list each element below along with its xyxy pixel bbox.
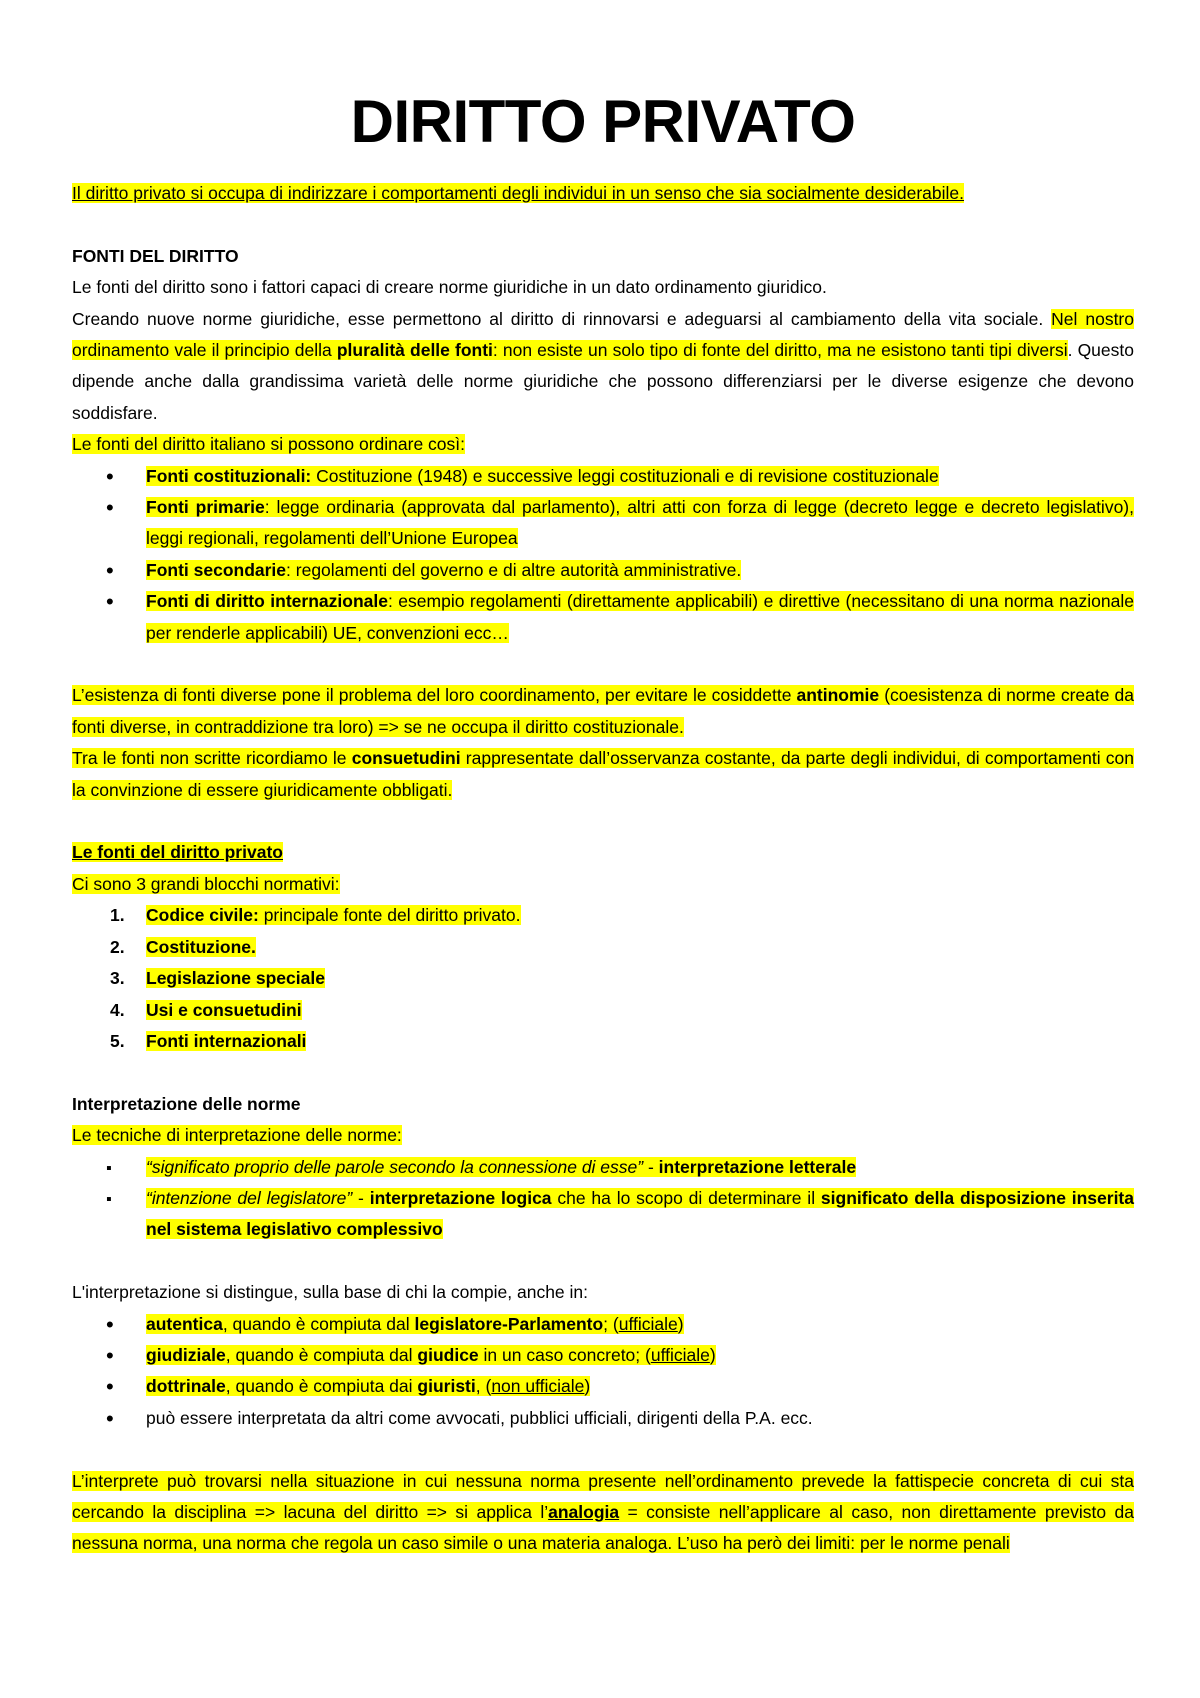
text-run-bold: Usi e consuetudini: [146, 999, 302, 1020]
spacer: [72, 1434, 1134, 1465]
text-run: -: [643, 1156, 659, 1177]
item-number: 1.: [110, 905, 125, 926]
text-run: Le fonti del diritto italiano si possono ordinare così:: [72, 434, 466, 455]
text-run-bold: Fonti internazionali: [146, 1030, 307, 1051]
list-item: [72, 586, 1134, 649]
list-item-text: [146, 1345, 716, 1365]
highlight: [72, 748, 1134, 799]
list-item-text: [146, 937, 256, 957]
list-item-text: [146, 1157, 856, 1177]
text-run-bold: giudiziale: [146, 1344, 226, 1365]
text-run: = consiste nell’applicare al caso, non direttamente previsto da nessuna norma, una norma che regola un caso simile o una materia analoga. L’uso ha però dei limiti: per le norme penali: [72, 1501, 1134, 1554]
text-run-bold: consuetudini: [351, 748, 461, 769]
text-run-bold: dottrinale: [146, 1376, 226, 1397]
bullet-icon: [106, 1371, 136, 1404]
text-run-bold: Codice civile:: [146, 905, 259, 926]
spacer: [72, 1057, 1134, 1088]
list-item-text: [146, 1188, 1134, 1239]
item-number: 5.: [110, 1030, 125, 1051]
intro-text: Il diritto privato si occupa di indirizzare i comportamenti degli individui in un senso che sia socialmente desiderabile.: [72, 183, 964, 203]
spacer: [72, 649, 1134, 680]
item-number: 3.: [110, 968, 125, 989]
privato-list: [72, 900, 1134, 1057]
text-run: Le tecniche di interpretazione delle norme:: [72, 1125, 402, 1146]
spacer: [72, 806, 1134, 837]
list-item: [72, 1340, 1134, 1371]
bullet-icon: [106, 461, 136, 494]
spacer: [72, 209, 1134, 240]
fonti-paragraph-1: Le fonti del diritto sono i fattori capaci di creare norme giuridiche in un dato ordinamento giuridico.: [72, 277, 827, 298]
text-run-bold: interpretazione logica: [369, 1187, 552, 1208]
text-run-bold: Fonti secondarie: [146, 559, 287, 580]
list-item-text: [146, 1031, 306, 1051]
fonti-order-intro: [72, 429, 1134, 460]
text-run: Tra le fonti non scritte ricordiamo le: [72, 748, 352, 769]
list-item-text: [146, 591, 1134, 642]
square-bullet-icon: [106, 1183, 136, 1215]
lacuna-paragraph: [72, 1466, 1134, 1560]
bullet-icon: [106, 1403, 136, 1436]
text-run-underline: ufficiale: [650, 1344, 710, 1365]
text-run: principale fonte del diritto privato.: [258, 905, 521, 926]
bullet-icon: [106, 1340, 136, 1373]
text-run: ; (: [603, 1313, 619, 1334]
text-run-bold: Le fonti del diritto privato: [72, 842, 283, 863]
kinds-list: [72, 1309, 1134, 1435]
distinction-intro: L'interpretazione si distingue, sulla base di chi la compie, anche in:: [72, 1282, 589, 1303]
text-run-bold: legislatore-Parlamento: [414, 1313, 604, 1334]
text-run: , quando è compiuta dai: [225, 1376, 418, 1397]
item-number: 4.: [110, 999, 125, 1020]
list-item: [72, 461, 1134, 492]
text-run-underline: ufficiale: [618, 1313, 678, 1334]
fonti-p2-tail: . Questo dipende anche dalla grandissima varietà delle norme giuridiche che possono differenziarsi per le diverse esigenze che devono soddisfare.: [72, 340, 1134, 423]
text-run-underline: non ufficiale: [491, 1376, 585, 1397]
bullet-icon: [106, 1309, 136, 1342]
text-run-italic: “significato proprio delle parole secondo la connessione di esse”: [146, 1156, 644, 1177]
text-run-bold: giudice: [417, 1344, 479, 1365]
text-run: (coesistenza di norme create da fonti diverse, in contraddizione tra loro) => se ne occupa il diritto costituzionale.: [72, 685, 1134, 737]
bullet-icon: [106, 586, 136, 619]
text-run: , quando è compiuta dal: [225, 1344, 418, 1365]
fonti-paragraph-3: [72, 680, 1134, 743]
text-run: -: [352, 1187, 370, 1208]
numbered-item: [72, 900, 1134, 931]
text-run: , (: [475, 1376, 492, 1397]
text-run-bold: Costituzione.: [146, 936, 256, 957]
text-run-bold: Fonti primarie: [146, 497, 265, 518]
text-run: ): [709, 1344, 716, 1365]
highlight: [72, 685, 1134, 736]
list-item: [72, 1183, 1134, 1246]
list-item-text: [146, 1000, 302, 1020]
highlight: [72, 1471, 1134, 1554]
interpretazione-intro: [72, 1120, 1134, 1151]
spacer: [72, 1246, 1134, 1277]
fonti-list: [72, 461, 1134, 649]
text-run-bold: antinomie: [796, 685, 880, 706]
numbered-item: [72, 932, 1134, 963]
text-run: Ci sono 3 grandi blocchi normativi:: [72, 873, 340, 894]
text-run-bold: pluralità delle fonti: [336, 340, 493, 361]
square-bullet-icon: [106, 1152, 136, 1184]
section-heading-fonti: FONTI DEL DIRITTO: [72, 245, 239, 266]
text-run: rappresentate dall’osservanza costante, da parte degli individui, di comportamenti con la convinzione di essere giuridicamente obbligati.: [72, 748, 1134, 800]
list-item: [72, 1403, 1134, 1434]
text-run: : legge ordinaria (approvata dal parlamento), altri atti con forza di legge (decreto legge e decreto legislativo), leggi regionali, regolamenti dell’Unione Europea: [146, 497, 1134, 549]
text-run: può essere interpretata da altri come avvocati, pubblici ufficiali, dirigenti della P.A. ecc.: [146, 1407, 813, 1428]
list-item: [72, 1152, 1134, 1183]
list-item: [72, 555, 1134, 586]
document-page: [72, 0, 1134, 1560]
intro-paragraph: [72, 178, 1134, 209]
list-item-text: [146, 1314, 684, 1334]
fonti-paragraph-4: [72, 743, 1134, 806]
list-item-text: [146, 466, 939, 486]
text-run: ): [677, 1313, 684, 1334]
text-run-bold: interpretazione letterale: [658, 1156, 857, 1177]
list-item: [72, 492, 1134, 555]
text-run: : non esiste un solo tipo di fonte del diritto, ma ne esistono tanti tipi diversi: [492, 340, 1068, 361]
list-item: [72, 1371, 1134, 1402]
text-run: in un caso concreto; (: [478, 1344, 651, 1365]
section-heading-interpretazione: Interpretazione delle norme: [72, 1093, 301, 1114]
text-run: L’esistenza di fonti diverse pone il problema del loro coordinamento, per evitare le cosiddette: [72, 685, 797, 706]
list-item-text: [146, 497, 1134, 548]
text-run: : esempio regolamenti (direttamente applicabili) e direttive (necessitano di una norma nazionale per renderle applicabili) UE, convenzioni ecc…: [146, 591, 1134, 643]
list-item-text: [146, 560, 741, 580]
text-run-italic: “intenzione del legislatore”: [146, 1187, 353, 1208]
text-run: , quando è compiuta dal: [222, 1313, 415, 1334]
numbered-item: [72, 995, 1134, 1026]
list-item-text: [146, 905, 521, 925]
bullet-icon: [106, 555, 136, 588]
bullet-icon: [106, 492, 136, 525]
text-run: : regolamenti del governo e di altre autorità amministrative.: [286, 559, 742, 580]
privato-intro: [72, 869, 1134, 900]
text-run-bold: Fonti costituzionali:: [146, 465, 312, 486]
list-item-text: [146, 968, 325, 988]
text-run-bold: Fonti di diritto internazionale: [146, 591, 388, 612]
text-run-bold: analogia: [548, 1501, 620, 1522]
item-number: 2.: [110, 936, 125, 957]
text-run: L’interprete può trovarsi nella situazione in cui nessuna norma presente nell’ordinamento prevede la fattispecie concreta di cui sta cercando la disciplina => lacuna del diritto => si applica l’: [72, 1470, 1134, 1522]
list-item-text: [146, 1376, 590, 1396]
text-run-bold: giuristi: [417, 1376, 476, 1397]
numbered-item: [72, 1026, 1134, 1057]
text-run: Nel nostro ordinamento vale il principio della: [72, 308, 1134, 361]
techniques-list: [72, 1152, 1134, 1246]
text-run-bold: Legislazione speciale: [146, 968, 325, 989]
text-run-bold: significato della disposizione inserita nel sistema legislativo complessivo: [146, 1187, 1134, 1240]
page-title: DIRITTO PRIVATO: [350, 88, 856, 155]
text-run-bold: autentica: [146, 1313, 223, 1334]
fonti-p2-plain: Creando nuove norme giuridiche, esse permettono al diritto di rinnovarsi e adeguarsi al cambiamento della vita sociale.: [72, 308, 1044, 329]
text-run: che ha lo scopo di determinare il: [551, 1187, 821, 1208]
text-run: ): [584, 1376, 591, 1397]
text-run: Costituzione (1948) e successive leggi costituzionali e di revisione costituzionale: [311, 465, 939, 486]
list-item: [72, 1309, 1134, 1340]
fonti-paragraph-2: [72, 304, 1134, 430]
numbered-item: [72, 963, 1134, 994]
section-heading-privato: [72, 837, 1134, 868]
